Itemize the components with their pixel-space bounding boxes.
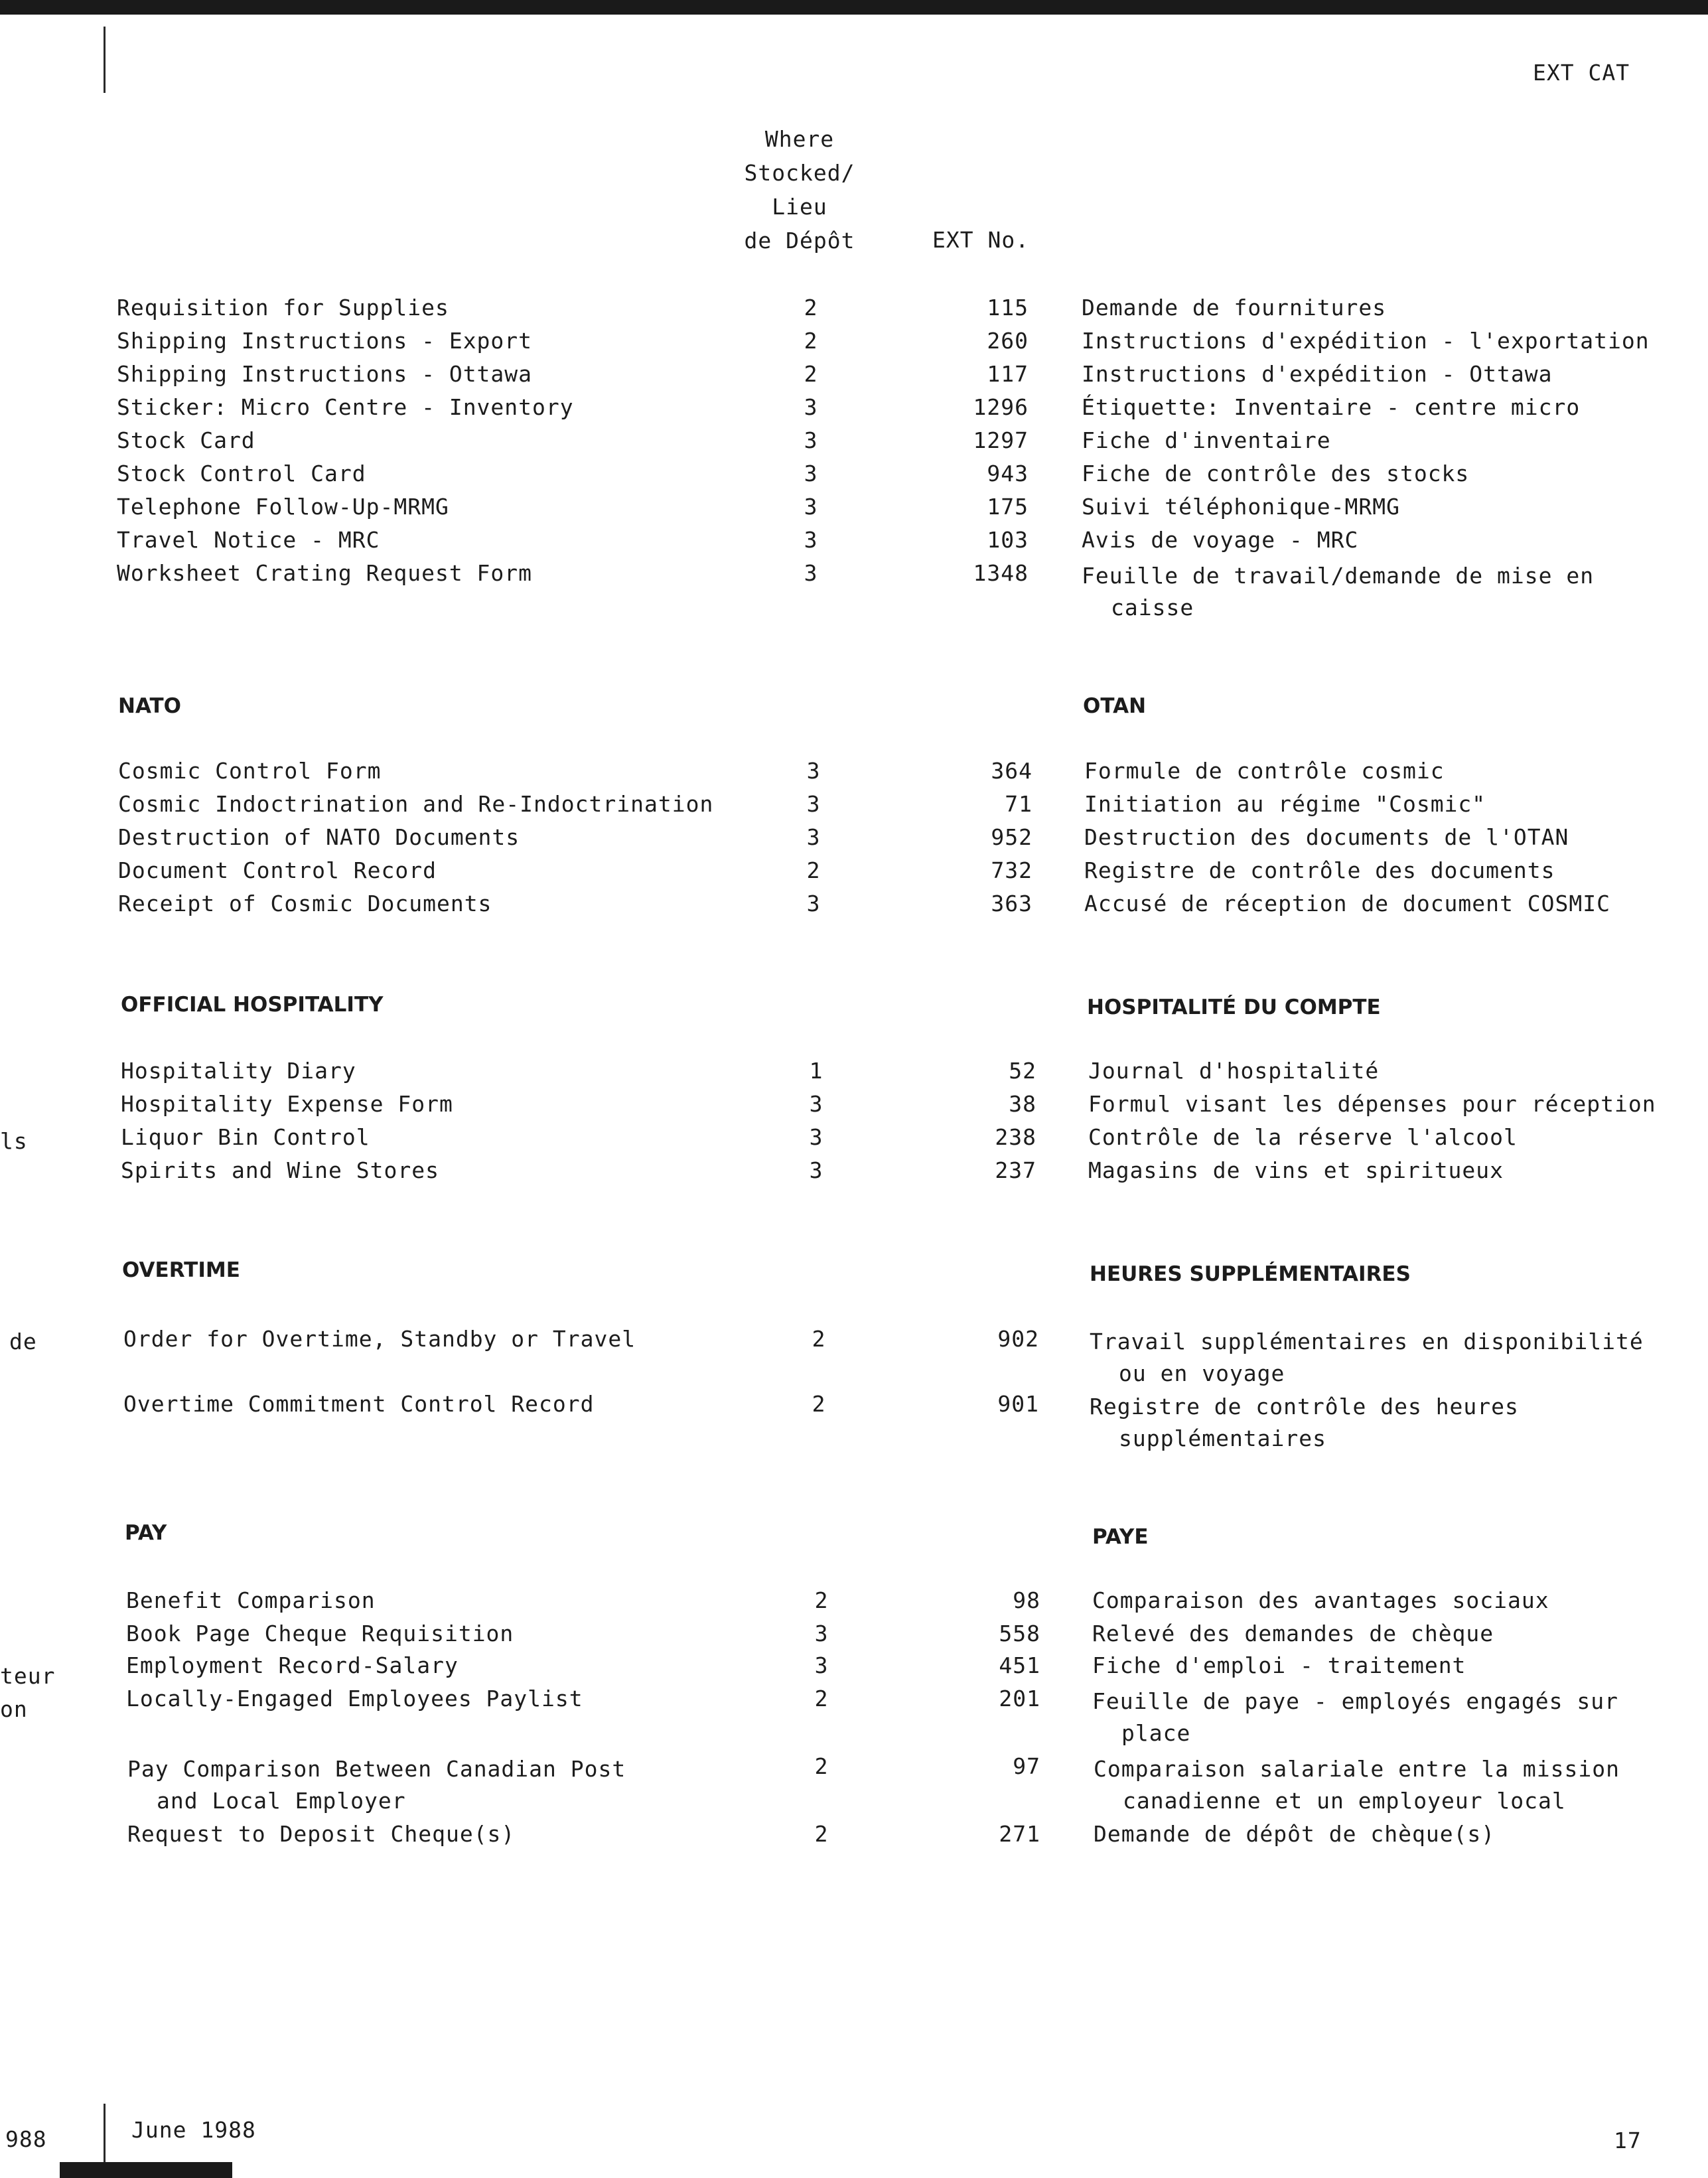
- form-title-fr: Étiquette: Inventaire - centre micro: [1082, 394, 1581, 420]
- stock-location: 3: [804, 494, 818, 520]
- ext-number: 117: [987, 361, 1029, 387]
- section-heading-en: PAY: [125, 1521, 167, 1545]
- ext-number: 38: [1009, 1091, 1036, 1117]
- ext-number: 1297: [973, 427, 1029, 453]
- form-title-en: Book Page Cheque Requisition: [126, 1621, 514, 1646]
- form-title-fr: Relevé des demandes de chèque: [1092, 1621, 1494, 1646]
- margin-fragment: 988: [5, 2126, 47, 2152]
- form-title-en: Hospitality Expense Form: [121, 1091, 453, 1117]
- section-heading-fr: PAYE: [1092, 1525, 1149, 1549]
- form-title-en: Telephone Follow-Up-MRMG: [117, 494, 449, 520]
- form-title-fr: [1092, 1686, 1676, 1749]
- form-title-en: Locally-Engaged Employees Paylist: [126, 1686, 583, 1711]
- form-title-en: Stock Card: [117, 427, 255, 453]
- form-title-fr-line: Feuille de paye - employés engagés sur: [1092, 1688, 1618, 1714]
- form-title-fr: Formul visant les dépenses pour réception: [1088, 1091, 1656, 1117]
- form-title-en: Liquor Bin Control: [121, 1124, 370, 1150]
- ext-number: 732: [991, 857, 1032, 883]
- form-title-fr: Formule de contrôle cosmic: [1084, 758, 1445, 784]
- page-number: 17: [1614, 2128, 1642, 2153]
- form-title-fr: Registre de contrôle des documents: [1084, 857, 1555, 883]
- column-header-line: Stocked/: [744, 160, 855, 186]
- stock-location: 3: [814, 1621, 829, 1646]
- ext-number: 103: [987, 527, 1029, 553]
- form-title-en: Worksheet Crating Request Form: [117, 560, 533, 586]
- form-title-fr: Comparaison des avantages sociaux: [1092, 1587, 1549, 1613]
- scan-top-border: [0, 0, 1708, 15]
- margin-fragment: on: [0, 1696, 28, 1722]
- form-title-fr-line: Travail supplémentaires en disponibilité: [1090, 1329, 1644, 1354]
- form-title-en: Document Control Record: [118, 857, 437, 883]
- stock-location: 3: [806, 891, 821, 916]
- form-title-fr: Fiche d'inventaire: [1082, 427, 1331, 453]
- form-title-en: Cosmic Control Form: [118, 758, 382, 784]
- section-heading-fr: HOSPITALITÉ DU COMPTE: [1087, 995, 1381, 1019]
- stock-location: 3: [806, 758, 821, 784]
- stock-location: 2: [814, 1686, 829, 1711]
- margin-fragment: ls: [0, 1128, 28, 1154]
- stock-location: 2: [814, 1821, 829, 1847]
- form-title-fr-line: caisse: [1111, 595, 1194, 620]
- stock-location: 3: [804, 427, 818, 453]
- column-header-line: Where: [764, 126, 835, 152]
- ext-number: 902: [997, 1326, 1039, 1352]
- form-title-en: Stock Control Card: [117, 461, 366, 486]
- form-title-fr-line: canadienne et un employeur local: [1123, 1788, 1566, 1814]
- footer-date: June 1988: [131, 2117, 256, 2143]
- form-title-fr-line: Feuille de travail/demande de mise en: [1082, 563, 1595, 589]
- form-title-fr: Avis de voyage - MRC: [1082, 527, 1359, 553]
- section-heading-en: NATO: [118, 694, 182, 718]
- stock-location: 2: [814, 1753, 829, 1779]
- form-title-en: [127, 1753, 791, 1817]
- form-title-fr: Instructions d'expédition - Ottawa: [1082, 361, 1553, 387]
- stock-location: 3: [814, 1652, 829, 1678]
- form-title-fr: [1082, 560, 1666, 624]
- stock-location: 3: [804, 527, 818, 553]
- form-title-fr: [1094, 1753, 1677, 1817]
- ext-number: 52: [1009, 1058, 1036, 1084]
- ext-number: 1296: [973, 394, 1029, 420]
- form-title-en: Shipping Instructions - Export: [117, 328, 533, 354]
- form-title-fr: [1090, 1326, 1673, 1390]
- scan-bottom-border: [60, 2162, 232, 2178]
- ext-number: 952: [991, 824, 1032, 850]
- form-title-en: Spirits and Wine Stores: [121, 1157, 439, 1183]
- section-heading-en: OVERTIME: [122, 1258, 240, 1282]
- stock-location: 3: [806, 791, 821, 817]
- stock-location: 3: [809, 1157, 823, 1183]
- binding-edge-mark: [104, 2104, 106, 2163]
- stock-location: 2: [814, 1587, 829, 1613]
- form-title-fr: Initiation au régime "Cosmic": [1084, 791, 1486, 817]
- ext-number: 238: [995, 1124, 1036, 1150]
- ext-number: 71: [1005, 791, 1032, 817]
- form-title-fr-line: Registre de contrôle des heures: [1090, 1394, 1519, 1419]
- form-title-fr: Magasins de vins et spiritueux: [1088, 1157, 1504, 1183]
- column-header-where-stocked: [733, 122, 866, 257]
- ext-number: 943: [987, 461, 1029, 486]
- ext-number: 175: [987, 494, 1029, 520]
- form-title-fr-line: supplémentaires: [1119, 1425, 1327, 1451]
- form-title-fr: Fiche d'emploi - traitement: [1092, 1652, 1466, 1678]
- stock-location: 2: [804, 361, 818, 387]
- ext-number: 97: [1013, 1753, 1040, 1779]
- margin-fragment: teur: [0, 1663, 56, 1689]
- form-title-fr-line: place: [1121, 1720, 1191, 1746]
- binding-edge-mark: [104, 27, 106, 93]
- form-title-fr: Instructions d'expédition - l'exportation: [1082, 328, 1650, 354]
- ext-number: 271: [999, 1821, 1040, 1847]
- ext-number: 558: [999, 1621, 1040, 1646]
- form-title-en: Shipping Instructions - Ottawa: [117, 361, 533, 387]
- form-title-en: Cosmic Indoctrination and Re-Indoctrination: [118, 791, 714, 817]
- ext-number: 115: [987, 295, 1029, 321]
- ext-number: 451: [999, 1652, 1040, 1678]
- ext-number: 1348: [973, 560, 1029, 586]
- form-title-fr: Demande de dépôt de chèque(s): [1094, 1821, 1496, 1847]
- form-title-en: Travel Notice - MRC: [117, 527, 380, 553]
- stock-location: 2: [806, 857, 821, 883]
- ext-number: 363: [991, 891, 1032, 916]
- stock-location: 3: [804, 560, 818, 586]
- form-title-en: Hospitality Diary: [121, 1058, 356, 1084]
- margin-fragment: de: [9, 1329, 37, 1354]
- form-title-en: Requisition for Supplies: [117, 295, 449, 321]
- column-header-line: Lieu: [772, 194, 827, 220]
- ext-number: 98: [1013, 1587, 1040, 1613]
- ext-number: 364: [991, 758, 1032, 784]
- form-title-fr: Accusé de réception de document COSMIC: [1084, 891, 1610, 916]
- form-title-en-line: and Local Employer: [157, 1788, 406, 1814]
- form-title-fr: Contrôle de la réserve l'alcool: [1088, 1124, 1518, 1150]
- stock-location: 2: [804, 295, 818, 321]
- stock-location: 1: [809, 1058, 823, 1084]
- column-header-ext-no: EXT No.: [932, 227, 1030, 253]
- section-heading-en: OFFICIAL HOSPITALITY: [121, 993, 384, 1017]
- form-title-en: Sticker: Micro Centre - Inventory: [117, 394, 574, 420]
- form-title-en: Overtime Commitment Control Record: [123, 1391, 595, 1417]
- stock-location: 3: [804, 394, 818, 420]
- column-header-line: de Dépôt: [744, 228, 855, 254]
- section-heading-fr: OTAN: [1083, 694, 1147, 718]
- stock-location: 3: [806, 824, 821, 850]
- ext-number: 260: [987, 328, 1029, 354]
- form-title-fr: Destruction des documents de l'OTAN: [1084, 824, 1569, 850]
- form-title-en-line: Pay Comparison Between Canadian Post: [127, 1756, 626, 1782]
- form-title-fr: Journal d'hospitalité: [1088, 1058, 1380, 1084]
- section-heading-fr: HEURES SUPPLÉMENTAIRES: [1090, 1262, 1411, 1286]
- ext-number: 901: [997, 1391, 1039, 1417]
- stock-location: 3: [809, 1124, 823, 1150]
- form-title-en: Receipt of Cosmic Documents: [118, 891, 492, 916]
- stock-location: 3: [809, 1091, 823, 1117]
- form-title-fr: [1090, 1391, 1673, 1455]
- stock-location: 2: [804, 328, 818, 354]
- stock-location: 2: [812, 1391, 826, 1417]
- catalogue-code: EXT CAT: [1533, 60, 1630, 86]
- stock-location: 3: [804, 461, 818, 486]
- stock-location: 2: [812, 1326, 826, 1352]
- form-title-en: Destruction of NATO Documents: [118, 824, 520, 850]
- form-title-fr-line: Comparaison salariale entre la mission: [1094, 1756, 1620, 1782]
- form-title-en: Employment Record-Salary: [126, 1652, 459, 1678]
- ext-number: 237: [995, 1157, 1036, 1183]
- form-title-fr: Demande de fournitures: [1082, 295, 1387, 321]
- ext-number: 201: [999, 1686, 1040, 1711]
- form-title-fr: Fiche de contrôle des stocks: [1082, 461, 1470, 486]
- form-title-en: Request to Deposit Cheque(s): [127, 1821, 516, 1847]
- form-title-fr: Suivi téléphonique-MRMG: [1082, 494, 1400, 520]
- form-title-en: Benefit Comparison: [126, 1587, 376, 1613]
- form-title-fr-line: ou en voyage: [1119, 1360, 1285, 1386]
- form-title-en: Order for Overtime, Standby or Travel: [123, 1326, 636, 1352]
